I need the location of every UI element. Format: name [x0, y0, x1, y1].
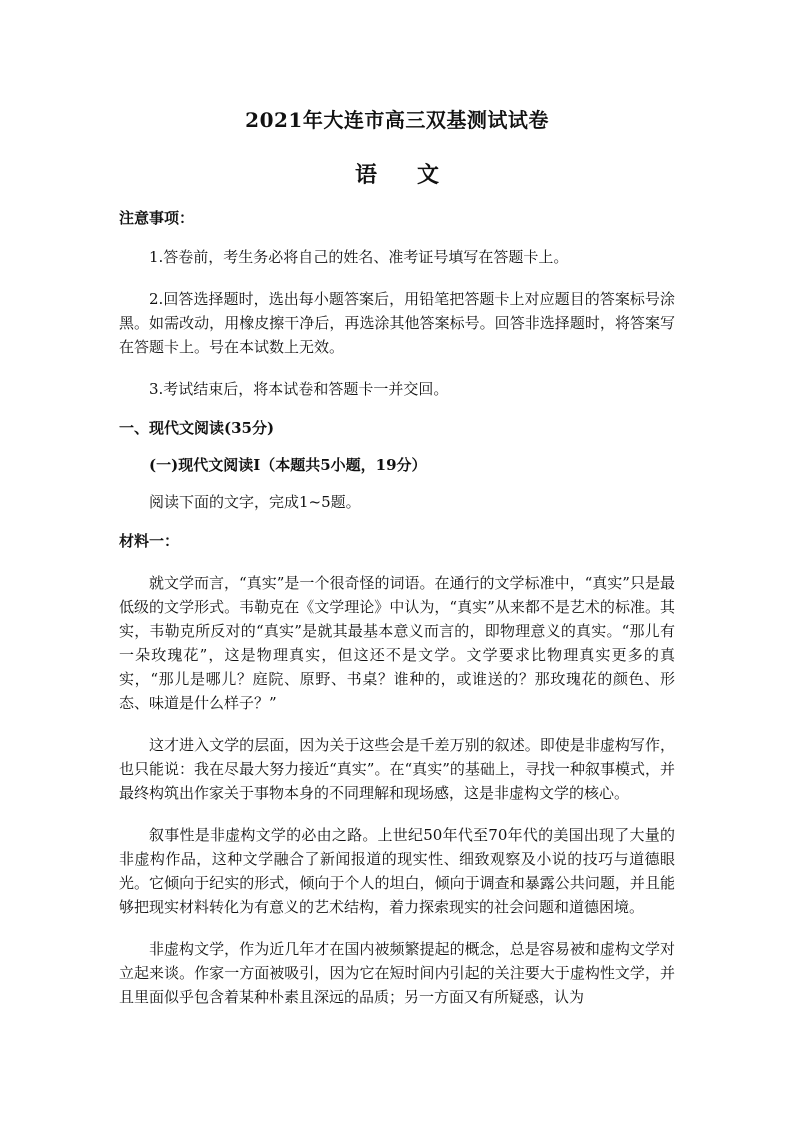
- passage-paragraph-3: 叙事性是非虚构文学的必由之路。上世纪50年代至70年代的美国出现了大量的非虚构作品，这种文学融合了新闻报道的现实性、细致观察及小说的技巧与道德眼光。它倾向于纪实的形式，倾向于个人的坦白，倾向于调查和暴露公共问题，并且能够把现实材料转化为有意义的艺术结构，着力探索现实的社会问题和道德困境。: [119, 826, 675, 916]
- material-label: 材料一：: [119, 532, 180, 550]
- exam-title: 2021年大连市高三双基测试试卷: [245, 108, 549, 132]
- part-heading: (一)现代文阅读Ⅰ（本题共5小题，19分）: [149, 456, 427, 474]
- notice-item-3: 3.考试结束后，将本试卷和答题卡一并交回。: [149, 380, 449, 398]
- passage-paragraph-2: 这才进入文学的层面，因为关于这些会是千差万别的叙述。即使是非虚构写作，也只能说：我在尽最大努力接近“真实”。在“真实”的基础上，寻找一种叙事模式，并最终构筑出作家关于事物本身的不同理解和现场感，这是非虚构文学的核心。: [119, 736, 675, 802]
- notice-item-2: 2.回答选择题时，选出每小题答案后，用铅笔把答题卡上对应题目的答案标号涂黑。如需改动，用橡皮擦干净后，再选涂其他答案标号。回答非选择题时，将答案写在答题卡上。号在本试数上无效。: [119, 290, 675, 356]
- section-heading: 一、现代文阅读(35分): [119, 419, 275, 437]
- passage-paragraph-4: 非虚构文学，作为近几年才在国内被频繁提起的概念，总是容易被和虚构文学对立起来谈。作家一方面被吸引，因为它在短时间内引起的关注要大于虚构性文学，并且里面似乎包含着某种朴素且深远的品质；另一方面又有所疑惑，认为: [119, 940, 675, 1006]
- exam-subject: 语文: [354, 162, 479, 188]
- notice-item-1: 1.答卷前，考生务必将自己的姓名、准考证号填写在答题卡上。: [149, 248, 569, 266]
- notice-heading: 注意事项：: [119, 209, 195, 227]
- reading-instruction: 阅读下面的文字，完成1~5题。: [149, 493, 361, 511]
- passage-paragraph-1: 就文学而言，“真实”是一个很奇怪的词语。在通行的文学标准中，“真实”只是最低级的文学形式。韦勒克在《文学理论》中认为，“真实”从来都不是艺术的标准。其实，韦勒克所反对的“真实”是就其最基本意义而言的，即物理意义的真实。“那儿有一朵玫瑰花”，这是物理真实，但这还不是文学。文学要求比物理真实更多的真实，“那儿是哪儿？庭院、原野、书桌？谁种的，或谁送的？那玫瑰花的颜色、形态、味道是什么样子？”: [119, 574, 675, 712]
- exam-content: [119, 206, 675, 1009]
